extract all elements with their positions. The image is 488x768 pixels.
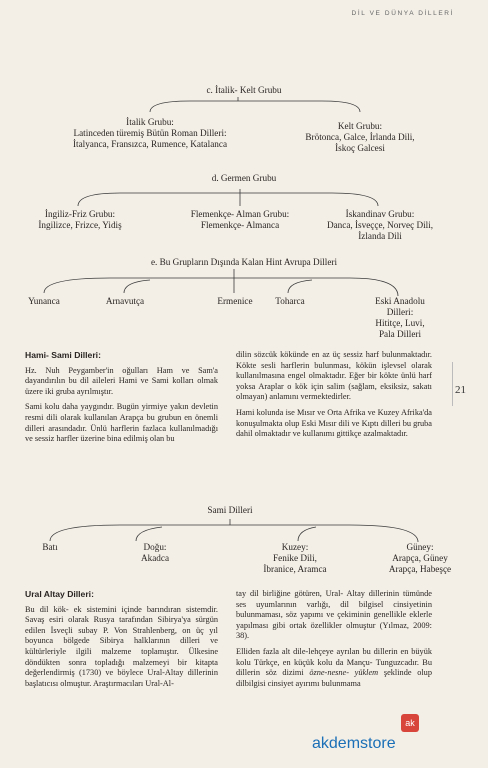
ural-right-column	[236, 589, 432, 694]
tree-other-n5-l3: Hititçe, Luvi,	[375, 318, 425, 328]
tree-germen-c-title: İskandinav Grubu:	[345, 209, 415, 219]
hami-right-paragraph-2: Hami kolunda ise Mısır ve Orta Afrika ve Kuzey Afrika'da konuşulmakta olup Eski Mısır dili ve Kıptı dilleri bu gruba dahil olmaktadır ve kullanımı gittikçe azalmaktadır.	[236, 407, 432, 439]
tree-sami-n2-l1: Doğu:	[143, 542, 167, 552]
tree-other-n1: Yunanca	[28, 296, 60, 306]
tree-italik-left-line2: İtalyanca, Fransızca, Rumence, Katalanca	[72, 139, 228, 149]
tree-germen-c-line2: İzlanda Dili	[358, 231, 402, 241]
ural-right-paragraph-2	[236, 647, 432, 689]
tree-kelt-title: Kelt Grubu:	[337, 121, 383, 131]
tree-other-n3: Ermenice	[217, 296, 253, 306]
tree-sami-n3-l1: Kuzey:	[281, 542, 309, 552]
hami-right-paragraph-1: dilin sözcük kökünde en az üç sessiz harf bulunmaktadır. Kökte sesli harflerin bulunması, kökün işlevsel olarak kullanılmasına engel olmaktadır. Eğer bir kökte ünlü harf yoksa Araplar o kök için salim (sağlam, eksiksiz, sakatı olmayan) anlamını vermektedirler.	[236, 350, 432, 402]
tree-germen-b-title: Flemenkçe- Alman Grubu:	[190, 209, 290, 219]
ural-right-paragraph-1: tay dil birliğine götüren, Ural- Altay dillerinin tümünde ses uyumlarının varlığı, dil bilgisel cinsiyetinin bulunmaması, söz yapımı ve çekiminin genellikle eklerle yapılması gibi ortak özellikler olmuştur (Yılmaz, 2009: 38).	[236, 589, 432, 641]
hami-paragraph-1: Hz. Nuh Peygamber'in oğulları Ham ve Sam'a dayandırılın bu dil aileleri Hami ve Sami kolları olmak üzere iki gruba ayrılmıştır.	[25, 365, 218, 396]
ural-heading: Ural Altay Dilleri:	[25, 589, 94, 599]
tree-sami-n4-l1: Güney:	[406, 542, 434, 552]
tree-other-root: e. Bu Grupların Dışında Kalan Hint Avrupa Dilleri	[150, 257, 338, 267]
tree-germen-root: d. Germen Grubu	[211, 173, 277, 183]
watermark-logo: akdemstore	[312, 735, 396, 752]
tree-sami-n1: Batı	[42, 542, 58, 552]
tree-sami-root: Sami Dilleri	[207, 505, 253, 515]
tree-other-n5-l2: Dilleri:	[386, 307, 414, 317]
hami-paragraph-2: Sami kolu daha yaygındır. Bugün yirmiye yakın devletin resmi dili olarak kullanılan Arapça bu grubun en önemli dilleri arasındadır. Ünlü harflerin fazlaca kullanılmadığı ve sessiz harfler üzerine bina edilmiş olan bu	[25, 402, 218, 444]
tree-other-n4: Toharca	[275, 296, 305, 306]
hami-left-column	[25, 350, 218, 450]
tree-sami-n2-l2: Akadca	[140, 553, 170, 563]
hami-heading: Hami- Sami Dilleri:	[25, 350, 101, 360]
tree-other-n5-l4: Pala Dilleri	[378, 329, 422, 339]
ural-r2-part-a: Elliden fazla alt dile-lehçeye ayrılan bu dillerin en büyük kolu Türkçe, en küçük kolu da Mançu- Tunguzcadır. Bu dillerin söz dizimi	[236, 646, 432, 678]
ural-paragraph-1: Bu dil kök- ek sistemini içinde barındıran sistemdir. Savaş esiri olarak Rusya tarafından Sibirya'ya sürgün edilen İsveçli subay P. Von Strahlenberg, on üç yıl boyunca bölgede Sibirya halklarının dilleri ve kültürleriyle ilgili malzeme toplamıştır. Ülkesine döndükten sonra topladığı malzemeyi bir kitapta değerlendirmiş (1730) ve böylece Ural-Altay dillerinin başlatıcısı olmuştur. Araştırmacıları Ural-Al-	[25, 604, 218, 688]
tree-sami-n3-l3: İbranice, Aramca	[263, 564, 327, 574]
watermark-badge: ak	[401, 714, 419, 732]
tree-germen-b-line1: Flemenkçe- Almanca	[200, 220, 280, 230]
running-header: DİL VE DÜNYA DİLLERİ	[351, 10, 454, 17]
ural-r2-italic: özne-nesne- yüklem	[309, 668, 379, 678]
tree-italik-left-title: İtalik Grubu:	[126, 117, 174, 127]
tree-sami-n4-l3: Arapça, Habeşçe	[388, 564, 452, 574]
tree-germen-c-line1: Danca, İsveççe, Norveç Dili,	[326, 220, 434, 230]
tree-sami-n3-l2: Fenike Dili,	[273, 553, 317, 563]
tree-other-n2: Arnavutça	[105, 296, 145, 306]
tree-kelt-line2: İskoç Galcesi	[335, 143, 385, 153]
tree-kelt-line1: Brötonca, Galce, İrlanda Dili,	[305, 132, 415, 142]
tree-sami-n4-l2: Arapça, Güney	[392, 553, 448, 563]
page-number: 21	[455, 384, 466, 396]
ural-r2-part-c: şeklinde olup dilbilgisi cinsiyet ayırımı bulunmama	[236, 668, 432, 688]
ural-left-column	[25, 589, 218, 694]
tree-italik-root: c. İtalik- Kelt Grubu	[206, 85, 282, 95]
tree-other-n5-l1: Eski Anadolu	[375, 296, 425, 306]
tree-germen-a-title: İngiliz-Friz Grubu:	[44, 209, 116, 219]
tree-italik-left-line1: Latinceden türemiş Bütün Roman Dilleri:	[73, 128, 227, 138]
hami-right-column	[236, 350, 432, 445]
tree-germen-a-line1: İngilizce, Frizce, Yidiş	[38, 220, 122, 230]
